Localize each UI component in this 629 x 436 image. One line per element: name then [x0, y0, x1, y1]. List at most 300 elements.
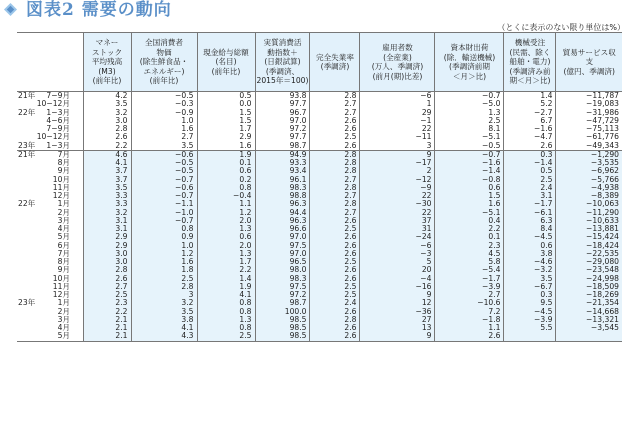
table-row	[17, 117, 622, 125]
value-cell: −6	[360, 92, 435, 101]
value-cell: 3.5	[131, 142, 197, 151]
value-cell: 0.5	[197, 92, 255, 101]
value-cell: 0.8	[197, 299, 255, 307]
value-cell: 2.8	[310, 150, 360, 159]
period-cell	[17, 176, 83, 184]
value-cell: −18,269	[556, 291, 622, 299]
value-cell: 1.5	[435, 192, 504, 200]
year-label: 22年	[18, 107, 36, 117]
value-cell: −1.0	[131, 209, 197, 217]
value-cell: −0.8	[435, 176, 504, 184]
table-row	[17, 184, 622, 192]
table-row	[17, 192, 622, 200]
value-cell: 3.5	[83, 100, 131, 108]
value-cell: 1.9	[197, 150, 255, 159]
value-cell: 97.0	[255, 233, 310, 241]
value-cell: 2.8	[310, 316, 360, 324]
value-cell: 2.0	[197, 242, 255, 250]
table-row	[17, 209, 622, 217]
value-cell: −1.7	[435, 275, 504, 283]
value-cell: 2.8	[310, 159, 360, 167]
value-cell: 2.5	[435, 117, 504, 125]
value-cell: −3.9	[504, 316, 556, 324]
value-cell: −0.7	[131, 192, 197, 200]
period-cell	[17, 217, 83, 225]
value-cell: 2.5	[310, 291, 360, 299]
header-wages: 現金給与総額 (名目) (前年比)	[197, 33, 255, 92]
period-cell	[17, 184, 83, 192]
value-cell: −10.6	[435, 299, 504, 307]
value-cell: −11	[360, 133, 435, 141]
table-row	[17, 125, 622, 133]
value-cell: −4.5	[504, 308, 556, 316]
period-label: 11月	[52, 281, 70, 291]
value-cell: 3.5	[504, 275, 556, 283]
table-row	[17, 109, 622, 117]
value-cell: 3.8	[131, 316, 197, 324]
value-cell: 1.6	[435, 200, 504, 208]
value-cell: 2.6	[310, 275, 360, 283]
value-cell: 2.2	[83, 308, 131, 316]
period-label: 1月	[57, 298, 70, 308]
value-cell: 1.3	[197, 316, 255, 324]
header-money-stock: マネー ストック 平均残高 (M3) (前年比)	[83, 33, 131, 92]
value-cell: −0.9	[131, 109, 197, 117]
value-cell: −1.4	[504, 159, 556, 167]
value-cell: −14,668	[556, 308, 622, 316]
value-cell: −61,776	[556, 133, 622, 141]
value-cell: 0.4	[435, 217, 504, 225]
period-cell	[17, 299, 83, 307]
value-cell: −22,535	[556, 250, 622, 258]
value-cell: 2.4	[310, 299, 360, 307]
table-row	[17, 299, 622, 307]
value-cell: 3.0	[83, 258, 131, 266]
value-cell: 0.6	[504, 242, 556, 250]
value-cell: 2.7	[310, 192, 360, 200]
value-cell: 2.7	[435, 291, 504, 299]
value-cell: −24	[360, 233, 435, 241]
value-cell: 97.5	[255, 242, 310, 250]
value-cell: 1.4	[504, 92, 556, 101]
value-cell: 2.8	[310, 167, 360, 175]
table-row	[17, 225, 622, 233]
value-cell: 2.2	[435, 225, 504, 233]
header-row	[17, 33, 622, 92]
table-row	[17, 291, 622, 299]
value-cell: 2.4	[504, 184, 556, 192]
value-cell: 2.9	[83, 242, 131, 250]
period-cell	[17, 266, 83, 274]
value-cell: −5.0	[435, 100, 504, 108]
value-cell: 97.2	[255, 291, 310, 299]
table-row	[17, 200, 622, 208]
value-cell: 98.7	[255, 142, 310, 151]
value-cell: 2.6	[310, 233, 360, 241]
value-cell: −0.6	[131, 150, 197, 159]
table-row	[17, 159, 622, 167]
value-cell: 9	[360, 291, 435, 299]
value-cell: 4.6	[83, 150, 131, 159]
value-cell: −6	[360, 242, 435, 250]
value-cell: 2.5	[83, 291, 131, 299]
value-cell: 0.1	[197, 159, 255, 167]
value-cell: −5.4	[435, 266, 504, 274]
value-cell: 13	[360, 324, 435, 332]
value-cell: −1.8	[435, 316, 504, 324]
value-cell: 3.2	[131, 299, 197, 307]
value-cell: −2.7	[504, 109, 556, 117]
period-cell	[17, 142, 83, 151]
value-cell: −1.6	[435, 159, 504, 167]
value-cell: 2.6	[435, 332, 504, 341]
period-label: 1月	[57, 199, 70, 209]
value-cell: 0.5	[504, 167, 556, 175]
header-machinery-orders: 機械受注 (民需、除く 船舶・電力) (季調済み前 期＜月＞比)	[504, 33, 556, 92]
value-cell: 3.7	[83, 167, 131, 175]
value-cell: 3.2	[83, 209, 131, 217]
value-cell: 1.3	[197, 250, 255, 258]
period-cell	[17, 159, 83, 167]
value-cell: 4.1	[83, 159, 131, 167]
value-cell: 98.8	[255, 192, 310, 200]
value-cell: 97.5	[255, 283, 310, 291]
value-cell: −30	[360, 200, 435, 208]
value-cell: 4.1	[197, 291, 255, 299]
value-cell: 0.8	[197, 308, 255, 316]
period-label: 8月	[57, 257, 70, 266]
value-cell: 2.8	[83, 266, 131, 274]
period-label: 5月	[57, 331, 70, 341]
value-cell: 2.6	[83, 133, 131, 141]
value-cell: −0.6	[131, 184, 197, 192]
value-cell: 2.3	[435, 242, 504, 250]
value-cell: 2.6	[504, 142, 556, 151]
value-cell: −6.7	[504, 283, 556, 291]
value-cell: 1.9	[197, 283, 255, 291]
table-row	[17, 150, 622, 159]
value-cell: 0.0	[197, 100, 255, 108]
value-cell: −1.4	[435, 167, 504, 175]
value-cell: 1.0	[131, 117, 197, 125]
value-cell: 0.6	[435, 184, 504, 192]
diamond-icon	[4, 3, 17, 16]
value-cell: −0.7	[435, 92, 504, 101]
page-title: 図表2 需要の動向	[26, 0, 172, 20]
value-cell: 93.4	[255, 167, 310, 175]
table-row	[17, 100, 622, 108]
value-cell: −6,962	[556, 167, 622, 175]
header-unemployment: 完全失業率 (季調済)	[310, 33, 360, 92]
value-cell: 2.7	[131, 133, 197, 141]
value-cell: 98.5	[255, 316, 310, 324]
value-cell: 4.1	[131, 324, 197, 332]
value-cell: 3.3	[83, 192, 131, 200]
value-cell: 2.7	[310, 100, 360, 108]
period-cell	[17, 233, 83, 241]
value-cell: 2.5	[310, 283, 360, 291]
value-cell: 0.8	[131, 225, 197, 233]
period-cell	[17, 324, 83, 332]
value-cell: −29,080	[556, 258, 622, 266]
value-cell: 98.3	[255, 275, 310, 283]
value-cell: 1.8	[131, 266, 197, 274]
value-cell: 2.7	[310, 176, 360, 184]
period-label: 7月	[57, 248, 70, 258]
value-cell: −0.5	[131, 159, 197, 167]
value-cell: −11,290	[556, 209, 622, 217]
table-row	[17, 167, 622, 175]
value-cell: −18,424	[556, 242, 622, 250]
value-cell: −1.6	[504, 125, 556, 133]
value-cell: 27	[360, 316, 435, 324]
value-cell: −4.5	[504, 233, 556, 241]
table-row	[17, 217, 622, 225]
value-cell: 2.2	[83, 142, 131, 151]
value-cell: −0.3	[131, 100, 197, 108]
monthly-section	[17, 150, 622, 341]
value-cell: −5,766	[556, 176, 622, 184]
table-row	[17, 283, 622, 291]
value-cell: 2.7	[310, 209, 360, 217]
period-label: 7月	[57, 149, 70, 159]
value-cell: 94.9	[255, 150, 310, 159]
value-cell: 2.3	[83, 299, 131, 307]
value-cell: 22	[360, 192, 435, 200]
value-cell: 1.4	[197, 275, 255, 283]
year-label: 23年	[18, 140, 36, 150]
value-cell: −4.6	[504, 258, 556, 266]
value-cell: 1.2	[131, 250, 197, 258]
value-cell: 2.7	[310, 109, 360, 117]
table-row	[17, 266, 622, 274]
value-cell: 1.3	[197, 225, 255, 233]
value-cell: 20	[360, 266, 435, 274]
value-cell: 98.3	[255, 184, 310, 192]
year-label: 22年	[18, 199, 36, 209]
value-cell: −13,881	[556, 225, 622, 233]
header-trade-balance: 貿易サービス収 支 (億円、季調済)	[556, 33, 622, 92]
table-row	[17, 332, 622, 341]
period-label: 4月	[57, 323, 70, 332]
period-label: 7−9月	[46, 124, 70, 133]
value-cell: 31	[360, 225, 435, 233]
value-cell: 1.0	[131, 242, 197, 250]
demand-table	[17, 32, 622, 342]
value-cell: 2.6	[310, 266, 360, 274]
value-cell: 3	[131, 291, 197, 299]
value-cell: 2.8	[131, 283, 197, 291]
value-cell: 12	[360, 299, 435, 307]
value-cell: 2.9	[197, 133, 255, 141]
period-label: 3月	[57, 215, 70, 225]
value-cell: 96.5	[255, 258, 310, 266]
value-cell: −19,083	[556, 100, 622, 108]
value-cell: 4.3	[131, 332, 197, 341]
value-cell: 2.5	[310, 225, 360, 233]
value-cell: 96.1	[255, 176, 310, 184]
value-cell: −13,321	[556, 316, 622, 324]
value-cell: 98.7	[255, 299, 310, 307]
period-label: 3月	[57, 314, 70, 324]
value-cell: 9.5	[504, 299, 556, 307]
value-cell: −36	[360, 308, 435, 316]
value-cell: −4,938	[556, 184, 622, 192]
period-cell	[17, 332, 83, 341]
value-cell: 2.2	[197, 266, 255, 274]
value-cell: 3.1	[504, 192, 556, 200]
value-cell: 2.5	[197, 332, 255, 341]
value-cell: 3.5	[83, 184, 131, 192]
value-cell: −15,424	[556, 233, 622, 241]
period-cell	[17, 200, 83, 208]
value-cell: −49,343	[556, 142, 622, 151]
period-cell	[17, 283, 83, 291]
value-cell: 5.2	[504, 100, 556, 108]
value-cell: 2.5	[504, 176, 556, 184]
value-cell: −3	[360, 250, 435, 258]
value-cell: 97.0	[255, 250, 310, 258]
value-cell: −0.4	[197, 192, 255, 200]
value-cell: 2.6	[310, 324, 360, 332]
value-cell: 6.7	[504, 117, 556, 125]
value-cell: 97.7	[255, 133, 310, 141]
value-cell: 1.7	[197, 125, 255, 133]
table-row	[17, 133, 622, 141]
period-cell	[17, 258, 83, 266]
value-cell: 2.9	[83, 233, 131, 241]
period-cell	[17, 209, 83, 217]
value-cell: −1	[360, 117, 435, 125]
header-cpi: 全国消費者 物価 (除生鮮食品・ エネルギー) (前年比)	[131, 33, 197, 92]
value-cell: 0.6	[197, 233, 255, 241]
value-cell: −9	[360, 184, 435, 192]
period-label: 10月	[52, 174, 70, 184]
value-cell: 98.5	[255, 332, 310, 341]
table-row	[17, 250, 622, 258]
value-cell: 100.0	[255, 308, 310, 316]
table-row	[17, 316, 622, 324]
value-cell: −3,535	[556, 159, 622, 167]
value-cell: −1.7	[504, 200, 556, 208]
value-cell: 2.6	[310, 125, 360, 133]
table-row	[17, 233, 622, 241]
value-cell: −16	[360, 283, 435, 291]
period-label: 4月	[57, 224, 70, 233]
value-cell: 93.3	[255, 159, 310, 167]
value-cell: −47,729	[556, 117, 622, 125]
value-cell: 93.8	[255, 92, 310, 101]
value-cell: 2.1	[83, 316, 131, 324]
value-cell: 2.6	[310, 332, 360, 341]
value-cell: 6.3	[504, 217, 556, 225]
value-cell: 0.3	[504, 291, 556, 299]
value-cell: −0.5	[131, 92, 197, 101]
value-cell: 4.5	[435, 250, 504, 258]
value-cell: 2.8	[310, 92, 360, 101]
value-cell: 0.9	[131, 233, 197, 241]
value-cell: 2.1	[83, 324, 131, 332]
value-cell: 2.7	[83, 283, 131, 291]
table-row	[17, 258, 622, 266]
value-cell: 96.6	[255, 225, 310, 233]
period-label: 6月	[57, 240, 70, 250]
value-cell: 96.3	[255, 217, 310, 225]
value-cell: 2.8	[310, 200, 360, 208]
table-row	[17, 92, 622, 101]
value-cell: 2.8	[310, 184, 360, 192]
value-cell: −0.7	[131, 176, 197, 184]
value-cell: −0.7	[131, 217, 197, 225]
value-cell: 2.8	[83, 125, 131, 133]
value-cell: −24,998	[556, 275, 622, 283]
value-cell: 1.2	[197, 209, 255, 217]
value-cell: 1.5	[197, 117, 255, 125]
value-cell: 1.1	[197, 200, 255, 208]
header-employees: 雇用者数 (全産業) (万人、季調済) (前月(期)比差)	[360, 33, 435, 92]
period-label: 8月	[57, 158, 70, 167]
header-period	[17, 33, 83, 92]
value-cell: 3.0	[83, 250, 131, 258]
value-cell: 9	[360, 332, 435, 341]
value-cell: 2.6	[310, 217, 360, 225]
value-cell: 1.6	[131, 258, 197, 266]
period-cell	[17, 167, 83, 175]
value-cell: 2.5	[310, 258, 360, 266]
value-cell: 5.8	[435, 258, 504, 266]
value-cell: 3.1	[83, 217, 131, 225]
value-cell: 96.3	[255, 200, 310, 208]
value-cell: 98.5	[255, 324, 310, 332]
period-label: 12月	[52, 191, 70, 200]
value-cell: 2.1	[83, 332, 131, 341]
period-label: 12月	[52, 290, 70, 299]
value-cell: −3.9	[435, 283, 504, 291]
value-cell: 1.3	[435, 109, 504, 117]
value-cell: −75,113	[556, 125, 622, 133]
year-label: 21年	[18, 149, 36, 159]
value-cell: 2	[360, 167, 435, 175]
title-bar	[0, 0, 629, 22]
value-cell: −21,354	[556, 299, 622, 307]
year-label: 23年	[18, 298, 36, 308]
value-cell: 0.2	[197, 176, 255, 184]
value-cell: 8.1	[435, 125, 504, 133]
value-cell: 37	[360, 217, 435, 225]
value-cell: 3.7	[83, 176, 131, 184]
header-capital-goods: 資本財出荷 (除．輸送機械) (季調済前期 ＜月＞比)	[435, 33, 504, 92]
value-cell: −10,063	[556, 200, 622, 208]
quarterly-section	[17, 92, 622, 151]
value-cell: 2.5	[310, 133, 360, 141]
period-label: 7−9月	[46, 91, 70, 100]
value-cell: 22	[360, 209, 435, 217]
value-cell: −23,548	[556, 266, 622, 274]
value-cell: 1.7	[197, 258, 255, 266]
value-cell: 7.2	[435, 308, 504, 316]
period-label: 4−6月	[46, 115, 70, 125]
value-cell: 2.6	[310, 242, 360, 250]
value-cell: 2.6	[83, 275, 131, 283]
value-cell: −17	[360, 159, 435, 167]
period-label: 10月	[52, 273, 70, 283]
value-cell: 22	[360, 125, 435, 133]
value-cell: 8.4	[504, 225, 556, 233]
value-cell: 0.8	[197, 324, 255, 332]
value-cell: −6.1	[504, 209, 556, 217]
table-row	[17, 324, 622, 332]
value-cell: −8,389	[556, 192, 622, 200]
